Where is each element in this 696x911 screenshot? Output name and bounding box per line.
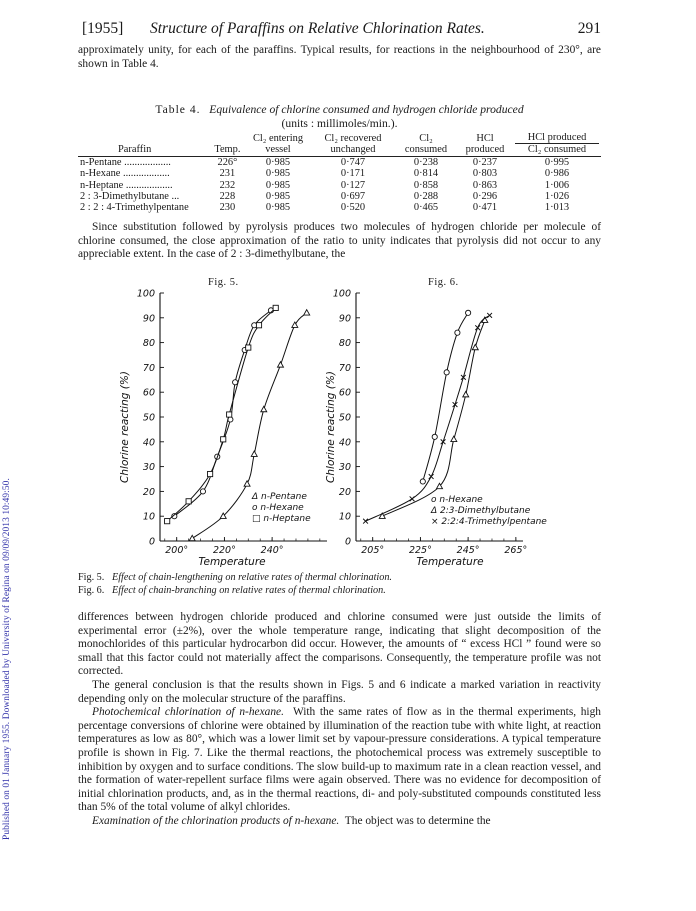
- cell-paraffin: 2 : 3-Dimethylbutane ...: [80, 191, 180, 203]
- ratio-numerator: HCl produced: [515, 132, 599, 144]
- y-tick-label: 50: [142, 412, 155, 424]
- cell-ratio: 0·986: [544, 168, 570, 180]
- series-line-2-3-dimethylbutane: [382, 320, 485, 516]
- y-tick-label: 70: [142, 362, 155, 374]
- differences-paragraph: differences between hydrogen chloride produced and chlorine consumed were just outside the limits of experimental error (±2%), over the whole temperature range, indicating that slight decomposition of the monochlorides of this particular hydrocarbon did occur. However, the amounts of “ excess HCl ” found were so small that this factor could not materially affect the comparisons. Consequently, the temperature profile was not corrected.: [78, 611, 601, 678]
- ratio-denominator: Cl₂ consumed: [527, 144, 587, 156]
- data-point-square: [273, 305, 278, 310]
- cell-entering: 0·985: [265, 156, 291, 168]
- data-point-square: [165, 519, 170, 524]
- y-tick-label: 80: [338, 338, 351, 350]
- col-paraffin: Paraffin: [118, 144, 152, 156]
- intro-paragraph: approximately unity, for each of the paraffins. Typical results, for reactions in the neighbourhood of 230°, are shown in Table 4.: [78, 44, 601, 70]
- x-tick-label: 225°: [408, 545, 432, 556]
- running-header: [78, 20, 601, 40]
- data-point-triangle: [277, 362, 283, 367]
- substitution-paragraph: Since substitution followed by pyrolysis produces two molecules of hydrogen chloride per molecule of chlorine consumed, the close approximation of the ratio to unity indicates that pyrolysis did not occur to any appreciable extent. In the case of 2 : 3-dimethylbutane, the: [78, 221, 601, 261]
- cell-consumed: 0·288: [413, 191, 439, 203]
- cell-paraffin: n-Pentane ..................: [80, 156, 171, 168]
- legend-entry: o n-Hexane: [252, 503, 304, 513]
- cell-recovered: 0·127: [340, 179, 366, 191]
- y-tick-label: 20: [142, 486, 155, 498]
- data-point-triangle: [304, 310, 310, 315]
- data-point-cross: [453, 402, 458, 407]
- fig5-label: Fig. 5.: [208, 277, 239, 288]
- x-axis-label: Temperature: [416, 556, 484, 568]
- cell-entering: 0·985: [265, 191, 291, 203]
- data-point-cross: [363, 519, 368, 524]
- cell-temp: 231: [219, 168, 236, 180]
- table-row: [78, 156, 601, 168]
- y-tick-label: 80: [142, 338, 155, 350]
- data-point-triangle: [220, 513, 226, 518]
- data-point-cross: [441, 439, 446, 444]
- data-point-circle: [466, 310, 471, 315]
- legend-entry: Δ 2:3-Dimethylbutane: [431, 506, 531, 516]
- photochemical-text: With the same rates of flow as in the thermal experiments, high percentage conversions of chlorine were obtained by illumination of the reaction tube with white light, at reaction temperatures as low as 80°, which was a lower limit set by vapour-pressure considerations. A typical temperature profile is shown in Fig. 7. Like the thermal reactions, the photochemical process was extremely susceptible to inhibition by oxygen and to surface conditions. The slow build-up to maximum rate in a clean reaction vessel, and the formation of water-repellent surface films were again observed. There was no evidence for decomposition of initial chlorination products, and, as in the thermal reactions, di- and poly-substituted compounds constituted less than 5% of the total volume of alkyl chlorides.: [78, 706, 601, 814]
- caption5-num: Fig. 5.: [78, 572, 105, 583]
- cell-temp: 232: [219, 179, 236, 191]
- general-paragraph: The general conclusion is that the results shown in Figs. 5 and 6 indicate a marked variation in reactivity depending only on the molecular structure of the paraffins.: [78, 678, 601, 705]
- series-line-n-pentane: [192, 313, 307, 539]
- cell-ratio: 1·013: [544, 202, 570, 214]
- y-tick-label: 100: [332, 288, 351, 300]
- data-point-square: [246, 345, 251, 350]
- y-axis-label: Chlorine reacting (%): [119, 371, 131, 483]
- col-cl2-consumed: Cl₂ consumed: [404, 133, 448, 156]
- table-row: [78, 191, 601, 202]
- data-point-triangle: [292, 322, 298, 327]
- download-watermark: [2, 120, 16, 840]
- page-number: 291: [577, 20, 601, 37]
- y-tick-label: 0: [148, 536, 155, 548]
- legend-entry: × 2:2:4-Trimethylpentane: [431, 517, 547, 527]
- cell-recovered: 0·747: [340, 156, 366, 168]
- cell-entering: 0·985: [265, 168, 291, 180]
- col-temp: Temp.: [214, 144, 241, 156]
- cell-ratio: 1·026: [544, 191, 570, 203]
- x-axis-label: Temperature: [198, 556, 266, 568]
- cell-paraffin: n-Hexane ..................: [80, 168, 170, 180]
- table-units: (units : millimoles/min.).: [281, 117, 398, 130]
- table-row: [78, 180, 601, 191]
- cell-recovered: 0·697: [340, 191, 366, 203]
- y-tick-label: 70: [338, 362, 351, 374]
- cell-hcl: 0·471: [472, 202, 498, 214]
- cell-paraffin: 2 : 2 : 4-Trimethylpentane: [80, 202, 189, 214]
- y-tick-label: 50: [338, 412, 351, 424]
- data-point-triangle: [189, 535, 195, 540]
- legend-entry: Δ n-Pentane: [252, 492, 307, 502]
- data-point-triangle: [437, 483, 443, 488]
- cell-entering: 0·985: [265, 179, 291, 191]
- table-4-grid: [78, 132, 601, 214]
- header-title: Structure of Paraffins on Relative Chlorination Rates.: [150, 20, 485, 37]
- examination-heading: Examination of the chlorination products of n-hexane.: [92, 814, 340, 827]
- cell-temp: 228: [219, 191, 236, 203]
- x-tick-label: 240°: [260, 545, 284, 556]
- x-tick-label: 220°: [212, 545, 236, 556]
- col-hcl-produced: HCl produced: [465, 133, 505, 156]
- y-tick-label: 40: [338, 437, 351, 449]
- cell-ratio: 0·995: [544, 156, 570, 168]
- col-cl2-recovered: Cl₂ recovered unchanged: [324, 133, 382, 156]
- table-header-row: [78, 132, 601, 156]
- series-line-n-hexane: [423, 313, 468, 482]
- y-tick-label: 60: [338, 387, 351, 399]
- series-line-n-hexane: [174, 310, 271, 516]
- data-point-triangle: [463, 391, 469, 396]
- caption6-text: Effect of chain-branching on relative rates of thermal chlorination.: [111, 584, 386, 596]
- data-point-triangle: [451, 436, 457, 441]
- data-point-cross: [410, 496, 415, 501]
- x-tick-label: 245°: [456, 545, 480, 556]
- photochemical-heading: Photochemical chlorination of n-hexane.: [92, 706, 284, 719]
- y-tick-label: 90: [338, 313, 351, 325]
- table-body: [78, 156, 601, 214]
- x-tick-label: 200°: [165, 545, 189, 556]
- table-row: [78, 202, 601, 213]
- data-point-circle: [242, 347, 247, 352]
- cell-entering: 0·985: [265, 202, 291, 214]
- data-point-circle: [172, 514, 177, 519]
- photochemical-paragraph: [78, 706, 601, 815]
- header-year: [1955]: [82, 20, 124, 37]
- examination-text: The object was to determine the: [344, 814, 491, 827]
- data-point-triangle: [261, 406, 267, 411]
- legend-entry: o n-Hexane: [431, 495, 483, 505]
- y-tick-label: 100: [136, 288, 155, 300]
- cell-consumed: 0·858: [413, 179, 439, 191]
- data-point-circle: [420, 479, 425, 484]
- cell-hcl: 0·296: [472, 191, 498, 203]
- cell-consumed: 0·814: [413, 168, 439, 180]
- data-point-circle: [233, 380, 238, 385]
- data-point-triangle: [251, 451, 257, 456]
- y-tick-label: 10: [142, 511, 155, 523]
- y-axis-label: Chlorine reacting (%): [325, 371, 337, 483]
- data-point-square: [256, 323, 261, 328]
- table-caption: [78, 103, 601, 117]
- cell-temp: 230: [219, 202, 236, 214]
- data-point-circle: [268, 308, 273, 313]
- chart-panel-5: [119, 289, 327, 569]
- y-tick-label: 0: [344, 536, 351, 548]
- data-point-square: [208, 471, 213, 476]
- figure-captions: [78, 572, 392, 597]
- series-line-n-heptane: [167, 308, 276, 521]
- data-point-circle: [200, 489, 205, 494]
- data-point-circle: [215, 454, 220, 459]
- caption5-text: Effect of chain-lengthening on relative rates of thermal chlorination.: [111, 572, 392, 583]
- data-point-triangle: [244, 481, 250, 486]
- x-tick-label: 205°: [361, 545, 385, 556]
- data-point-circle: [228, 417, 233, 422]
- cell-consumed: 0·238: [413, 156, 439, 168]
- x-tick-label: 265°: [504, 545, 528, 556]
- examination-paragraph: [78, 815, 601, 829]
- y-tick-label: 60: [142, 387, 155, 399]
- download-note: Published on 01 January 1955. Downloaded by University of Regina on 09/09/2013 10:49:50.: [2, 478, 12, 840]
- data-point-circle: [252, 323, 257, 328]
- data-point-cross: [429, 474, 434, 479]
- cell-consumed: 0·465: [413, 202, 439, 214]
- y-tick-label: 30: [338, 462, 351, 474]
- cell-temp: 226°: [217, 156, 238, 168]
- cell-recovered: 0·171: [340, 168, 366, 180]
- data-point-circle: [444, 370, 449, 375]
- series-line-2-2-4-trimethylpentane: [366, 315, 490, 521]
- table-4: [78, 103, 601, 214]
- data-point-cross: [475, 325, 480, 330]
- data-point-triangle: [472, 344, 478, 349]
- data-point-cross: [461, 375, 466, 380]
- legend-entry: □ n-Heptane: [252, 514, 311, 524]
- table-row: [78, 168, 601, 179]
- table-label: Table 4.: [155, 103, 201, 116]
- col-ratio: [513, 132, 601, 156]
- table-title: Equivalence of chlorine consumed and hydrogen chloride produced: [209, 103, 524, 116]
- caption6-num: Fig. 6.: [78, 584, 105, 596]
- data-point-triangle: [482, 317, 488, 322]
- data-point-triangle: [379, 513, 385, 518]
- fig6-label: Fig. 6.: [428, 277, 459, 288]
- data-point-square: [186, 499, 191, 504]
- chart-panel-6: [325, 289, 547, 569]
- y-tick-label: 90: [142, 313, 155, 325]
- cell-paraffin: n-Heptane ..................: [80, 179, 173, 191]
- y-tick-label: 40: [142, 437, 155, 449]
- cell-ratio: 1·006: [544, 179, 570, 191]
- body-text-lower: [78, 611, 601, 829]
- cell-hcl: 0·863: [472, 179, 498, 191]
- cell-hcl: 0·237: [472, 156, 498, 168]
- data-point-square: [221, 437, 226, 442]
- data-point-square: [227, 412, 232, 417]
- data-point-circle: [455, 330, 460, 335]
- y-tick-label: 10: [338, 511, 351, 523]
- cell-hcl: 0·803: [472, 168, 498, 180]
- col-cl2-entering: Cl₂ entering vessel: [252, 133, 304, 156]
- y-tick-label: 20: [338, 486, 351, 498]
- y-tick-label: 30: [142, 462, 155, 474]
- data-point-circle: [432, 434, 437, 439]
- cell-recovered: 0·520: [340, 202, 366, 214]
- data-point-cross: [487, 313, 492, 318]
